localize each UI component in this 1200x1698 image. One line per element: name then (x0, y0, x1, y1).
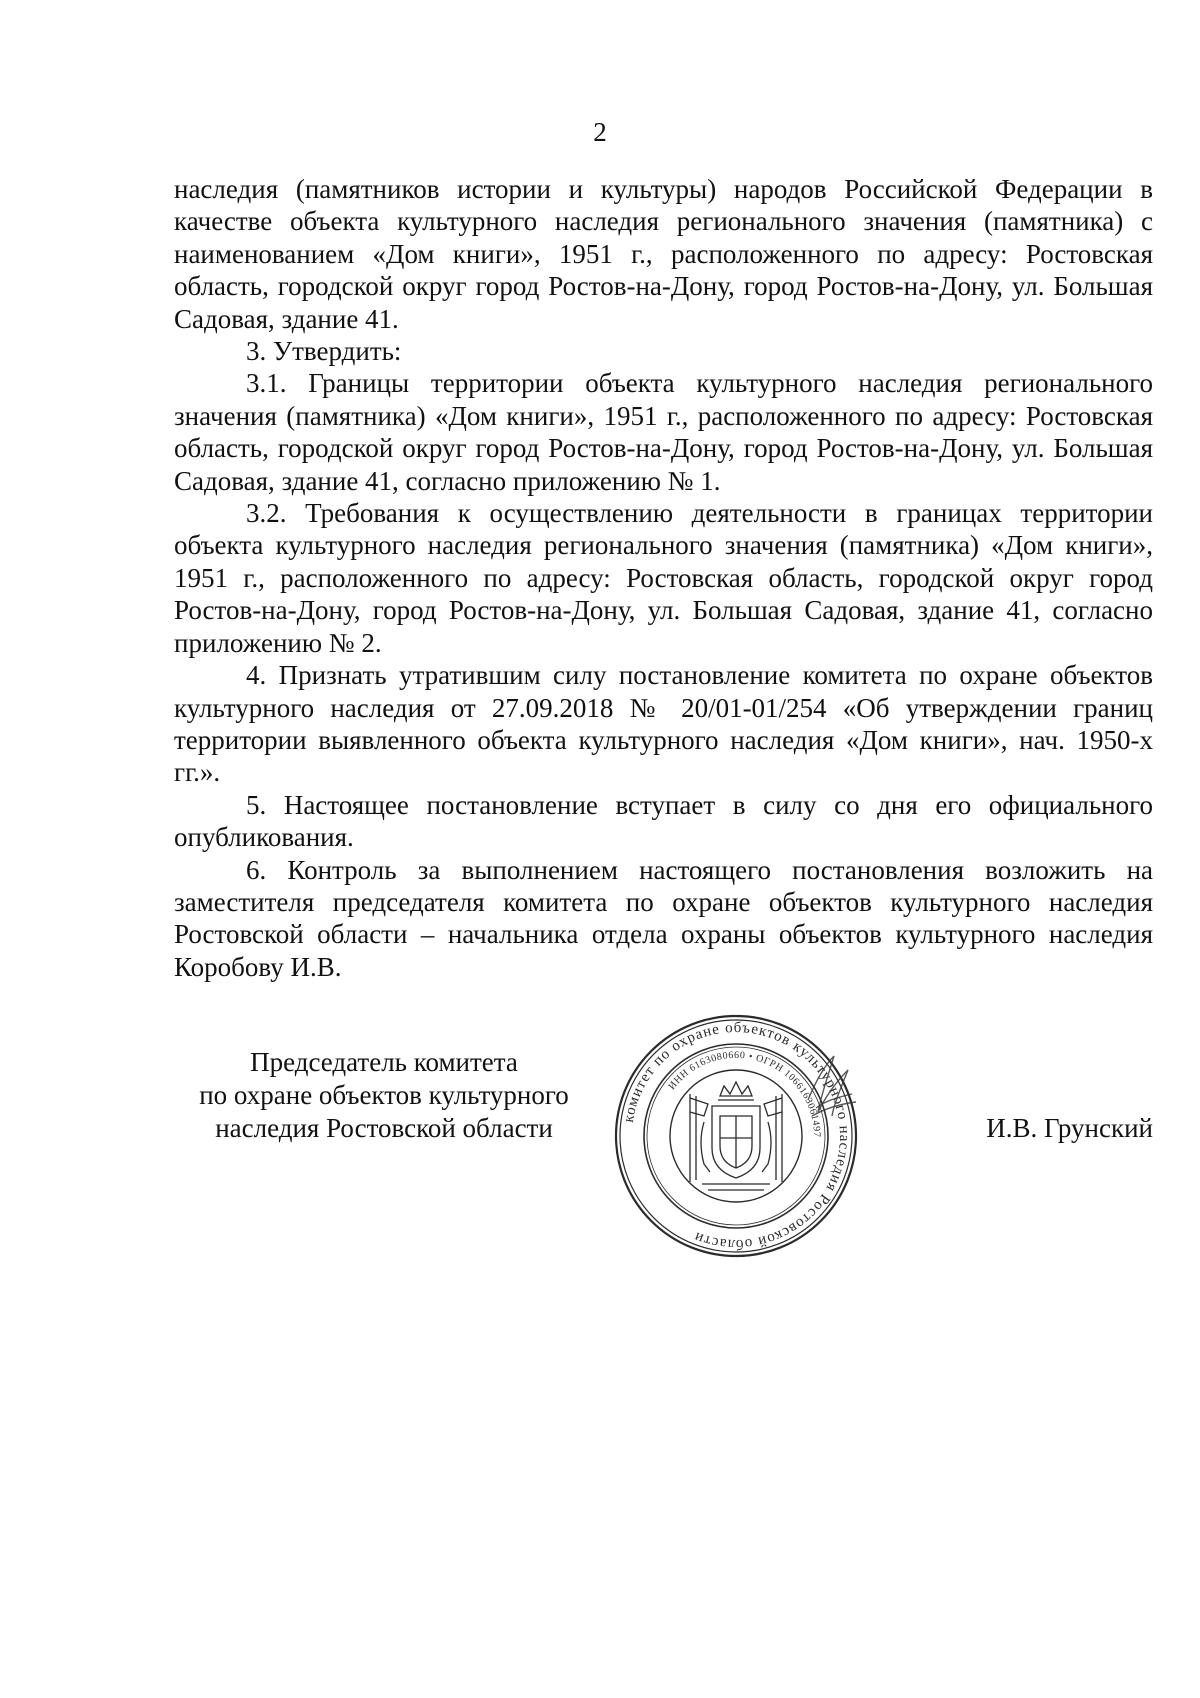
signatory-title-line: по охране объектов культурного (199, 1080, 569, 1110)
paragraph-item-3: 3. Утвердить: (246, 336, 402, 367)
signatory-title (174, 1046, 594, 1145)
document-body (174, 173, 1153, 983)
paragraph-intro: наследия (памятников истории и культуры) народов Российской Федерации в качестве объекта культурного наследия регионального значения (памятника) с наименованием «Дом книги», 1951 г., расположенного по адресу: Ростовская область, городской округ город Ростов-на-Дону, город Ростов-на-Дону, ул. Большая Садовая, здание 41. (174, 174, 1153, 334)
paragraph-item-5: 5. Настоящее постановление вступает в силу со дня его официального опубликования. (174, 789, 1153, 853)
paragraph-item-4: 4. Признать утратившим силу постановление комитета по охране объектов культурного наследия от 27.09.2018 № 20/01-01/254 «Об утверждении границ территории выявленного объекта культурного наследия «Дом книги», нач. 1950-х гг.». (174, 660, 1153, 788)
seal-outer-text: комитет по охране объектов культурного наследия Ростовской области (620, 1019, 853, 1253)
paragraph-item-3-1: 3.1. Границы территории объекта культурного наследия регионального значения (памятника) «Дом книги», 1951 г., расположенного по адресу: Ростовская область, городской округ город Ростов-на-Дону, город Ростов-на-Дону, ул. Большая Садовая, здание 41, согласно приложению № 1. (174, 368, 1153, 496)
official-seal-icon (612, 1012, 860, 1260)
signatory-title-line: Председатель комитета (250, 1047, 518, 1077)
paragraph-item-3-2: 3.2. Требования к осуществлению деятельности в границах территории объекта культурного наследия регионального значения (памятника) «Дом книги», 1951 г., расположенного по адресу: Ростовская область, городской округ город Ростов-на-Дону, город Ростов-на-Дону, ул. Большая Садовая, здание 41, согласно приложению № 2. (174, 498, 1153, 658)
paragraph-item-6: 6. Контроль за выполнением настоящего постановления возложить на заместителя председателя комитета по охране объектов культурного наследия Ростовской области – начальника отдела охраны объектов культурного наследия Коробову И.В. (174, 854, 1153, 982)
signature-block (0, 1019, 1200, 1253)
page-number: 2 (593, 117, 607, 147)
seal-inner-text: ИНН 6163080660 • ОГРН 1066163061497 (666, 1049, 823, 1138)
signatory-title-line: наследия Ростовской области (215, 1113, 553, 1143)
signatory-name: И.В. Грунский (986, 1113, 1153, 1143)
